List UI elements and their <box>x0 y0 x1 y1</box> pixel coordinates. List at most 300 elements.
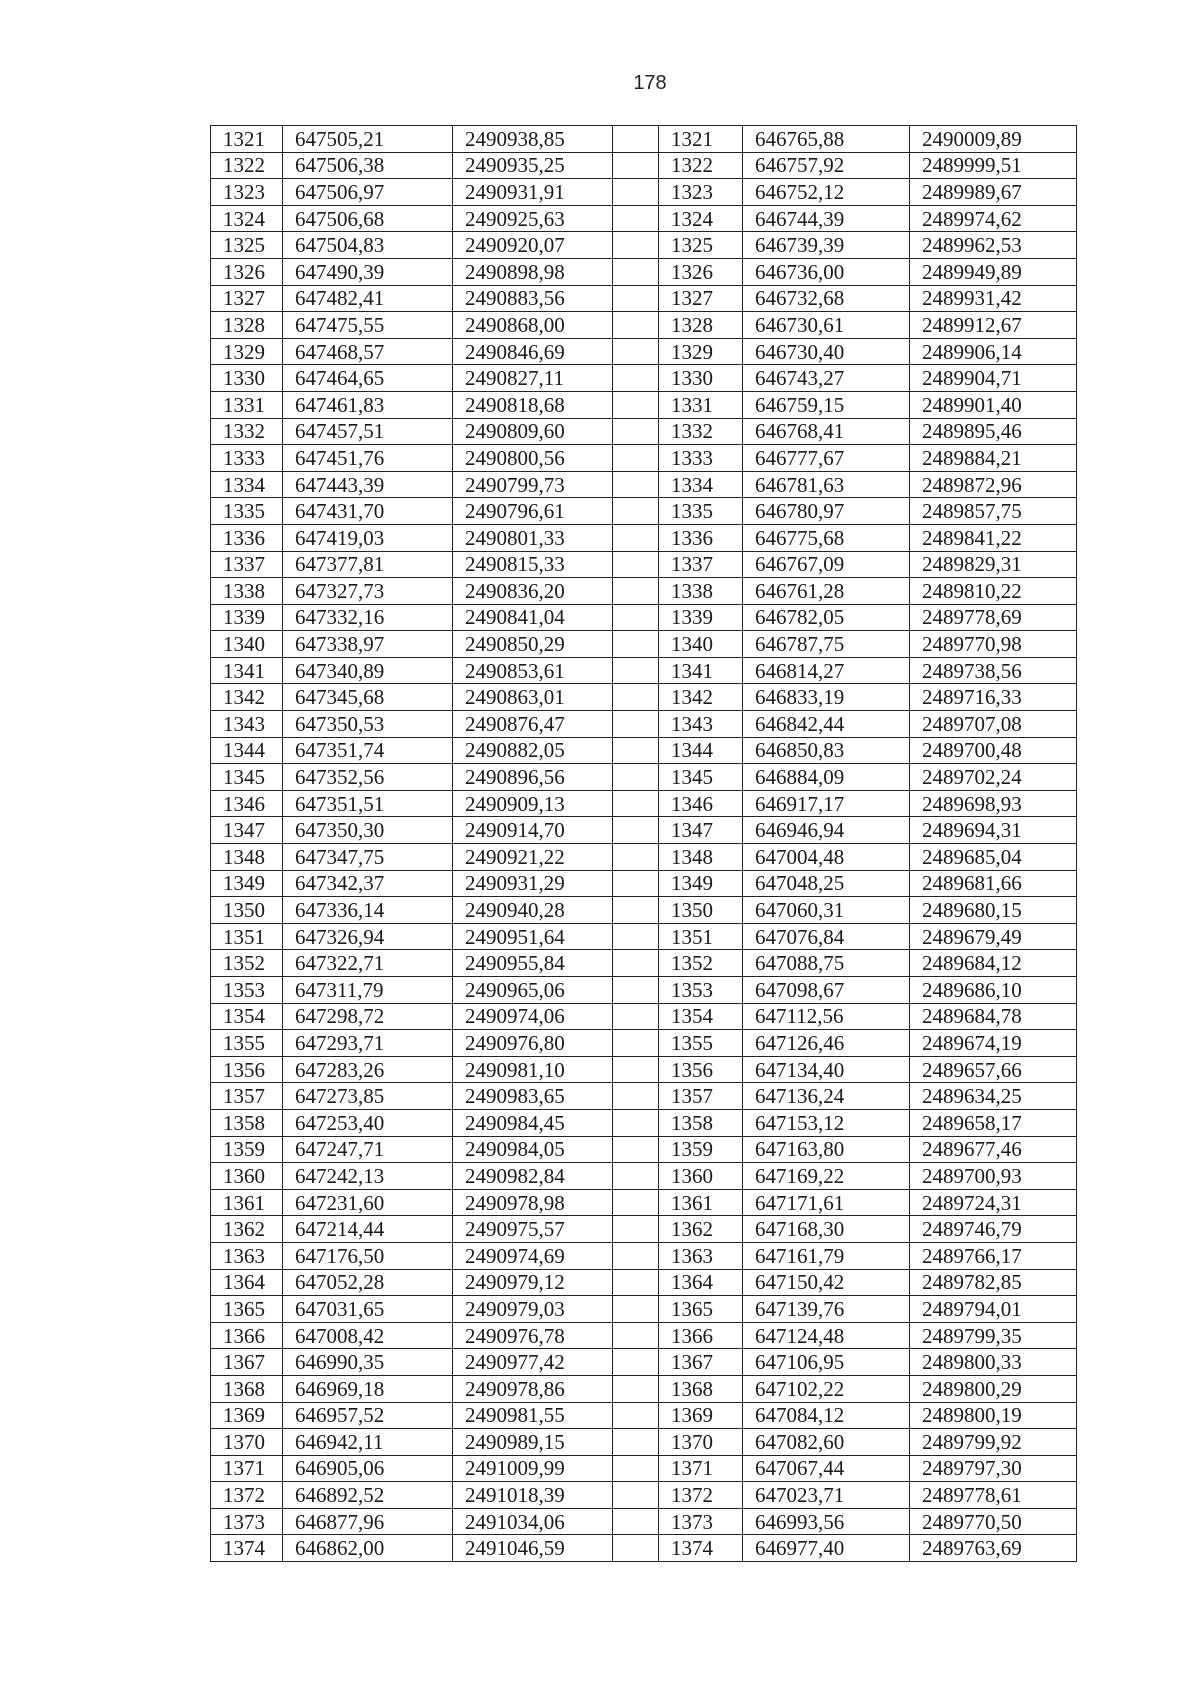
point-number-right: 1360 <box>659 1163 743 1190</box>
table-row <box>211 1030 1077 1057</box>
x-coordinate-right: 647098,67 <box>743 977 910 1004</box>
point-number-right: 1355 <box>659 1030 743 1057</box>
x-coordinate-right: 647163,80 <box>743 1136 910 1163</box>
table-row <box>211 1189 1077 1216</box>
separator-cell <box>613 1109 659 1136</box>
x-coordinate-left: 647457,51 <box>283 418 453 445</box>
table-row <box>211 604 1077 631</box>
point-number-left: 1338 <box>211 578 283 605</box>
x-coordinate-left: 647298,72 <box>283 1003 453 1030</box>
x-coordinate-left: 647176,50 <box>283 1242 453 1269</box>
table-row <box>211 258 1077 285</box>
y-coordinate-left: 2491034,06 <box>453 1508 613 1535</box>
table-row <box>211 1322 1077 1349</box>
point-number-right: 1331 <box>659 391 743 418</box>
y-coordinate-right: 2489974,62 <box>910 205 1077 232</box>
y-coordinate-left: 2490898,98 <box>453 258 613 285</box>
point-number-right: 1337 <box>659 551 743 578</box>
point-number-left: 1329 <box>211 338 283 365</box>
table-row <box>211 498 1077 525</box>
separator-cell <box>613 870 659 897</box>
point-number-left: 1340 <box>211 631 283 658</box>
point-number-right: 1354 <box>659 1003 743 1030</box>
y-coordinate-right: 2489800,29 <box>910 1375 1077 1402</box>
x-coordinate-right: 646777,67 <box>743 445 910 472</box>
y-coordinate-left: 2490977,42 <box>453 1349 613 1376</box>
x-coordinate-left: 647506,38 <box>283 152 453 179</box>
table-row <box>211 764 1077 791</box>
y-coordinate-right: 2489901,40 <box>910 391 1077 418</box>
y-coordinate-left: 2490850,29 <box>453 631 613 658</box>
point-number-left: 1323 <box>211 179 283 206</box>
x-coordinate-left: 647231,60 <box>283 1189 453 1216</box>
point-number-left: 1350 <box>211 897 283 924</box>
point-number-left: 1345 <box>211 764 283 791</box>
x-coordinate-right: 647076,84 <box>743 923 910 950</box>
x-coordinate-right: 647004,48 <box>743 844 910 871</box>
point-number-right: 1344 <box>659 737 743 764</box>
x-coordinate-left: 647342,37 <box>283 870 453 897</box>
y-coordinate-right: 2489698,93 <box>910 790 1077 817</box>
y-coordinate-right: 2489989,67 <box>910 179 1077 206</box>
point-number-right: 1366 <box>659 1322 743 1349</box>
point-number-left: 1335 <box>211 498 283 525</box>
point-number-right: 1362 <box>659 1216 743 1243</box>
y-coordinate-right: 2489707,08 <box>910 711 1077 738</box>
separator-cell <box>613 1429 659 1456</box>
x-coordinate-left: 647052,28 <box>283 1269 453 1296</box>
y-coordinate-right: 2489799,35 <box>910 1322 1077 1349</box>
point-number-left: 1347 <box>211 817 283 844</box>
y-coordinate-left: 2490975,57 <box>453 1216 613 1243</box>
y-coordinate-left: 2490827,11 <box>453 365 613 392</box>
separator-cell <box>613 711 659 738</box>
x-coordinate-left: 647336,14 <box>283 897 453 924</box>
y-coordinate-right: 2489681,66 <box>910 870 1077 897</box>
y-coordinate-right: 2489797,30 <box>910 1455 1077 1482</box>
point-number-left: 1363 <box>211 1242 283 1269</box>
separator-cell <box>613 1508 659 1535</box>
point-number-left: 1364 <box>211 1269 283 1296</box>
point-number-right: 1323 <box>659 179 743 206</box>
y-coordinate-right: 2489763,69 <box>910 1535 1077 1562</box>
y-coordinate-left: 2490882,05 <box>453 737 613 764</box>
x-coordinate-right: 647136,24 <box>743 1083 910 1110</box>
point-number-left: 1358 <box>211 1109 283 1136</box>
point-number-right: 1333 <box>659 445 743 472</box>
y-coordinate-right: 2489895,46 <box>910 418 1077 445</box>
x-coordinate-right: 646993,56 <box>743 1508 910 1535</box>
x-coordinate-right: 646759,15 <box>743 391 910 418</box>
y-coordinate-left: 2490935,25 <box>453 152 613 179</box>
y-coordinate-right: 2489884,21 <box>910 445 1077 472</box>
point-number-right: 1357 <box>659 1083 743 1110</box>
point-number-left: 1324 <box>211 205 283 232</box>
x-coordinate-right: 647106,95 <box>743 1349 910 1376</box>
y-coordinate-left: 2490974,69 <box>453 1242 613 1269</box>
point-number-right: 1370 <box>659 1429 743 1456</box>
point-number-right: 1373 <box>659 1508 743 1535</box>
table-row <box>211 445 1077 472</box>
x-coordinate-right: 647139,76 <box>743 1296 910 1323</box>
y-coordinate-left: 2490981,10 <box>453 1056 613 1083</box>
table-row <box>211 312 1077 339</box>
separator-cell <box>613 498 659 525</box>
y-coordinate-right: 2489716,33 <box>910 684 1077 711</box>
separator-cell <box>613 1455 659 1482</box>
x-coordinate-right: 646744,39 <box>743 205 910 232</box>
separator-cell <box>613 1375 659 1402</box>
y-coordinate-right: 2489684,78 <box>910 1003 1077 1030</box>
separator-cell <box>613 1083 659 1110</box>
x-coordinate-right: 646917,17 <box>743 790 910 817</box>
point-number-left: 1327 <box>211 285 283 312</box>
separator-cell <box>613 1402 659 1429</box>
x-coordinate-right: 646739,39 <box>743 232 910 259</box>
y-coordinate-right: 2490009,89 <box>910 126 1077 153</box>
separator-cell <box>613 764 659 791</box>
x-coordinate-left: 647351,51 <box>283 790 453 817</box>
y-coordinate-right: 2489677,46 <box>910 1136 1077 1163</box>
point-number-left: 1334 <box>211 471 283 498</box>
separator-cell <box>613 179 659 206</box>
point-number-right: 1348 <box>659 844 743 871</box>
point-number-left: 1353 <box>211 977 283 1004</box>
point-number-right: 1365 <box>659 1296 743 1323</box>
y-coordinate-right: 2489679,49 <box>910 923 1077 950</box>
separator-cell <box>613 1003 659 1030</box>
x-coordinate-left: 647482,41 <box>283 285 453 312</box>
separator-cell <box>613 258 659 285</box>
separator-cell <box>613 391 659 418</box>
x-coordinate-left: 647347,75 <box>283 844 453 871</box>
y-coordinate-left: 2490940,28 <box>453 897 613 924</box>
table-row <box>211 126 1077 153</box>
table-row <box>211 817 1077 844</box>
table-row <box>211 870 1077 897</box>
point-number-right: 1335 <box>659 498 743 525</box>
point-number-left: 1339 <box>211 604 283 631</box>
x-coordinate-right: 646757,92 <box>743 152 910 179</box>
x-coordinate-right: 646761,28 <box>743 578 910 605</box>
table-row <box>211 338 1077 365</box>
point-number-right: 1334 <box>659 471 743 498</box>
y-coordinate-right: 2489799,92 <box>910 1429 1077 1456</box>
y-coordinate-left: 2490809,60 <box>453 418 613 445</box>
point-number-right: 1353 <box>659 977 743 1004</box>
separator-cell <box>613 1242 659 1269</box>
x-coordinate-right: 646765,88 <box>743 126 910 153</box>
x-coordinate-left: 647506,68 <box>283 205 453 232</box>
y-coordinate-left: 2490841,04 <box>453 604 613 631</box>
y-coordinate-right: 2489841,22 <box>910 524 1077 551</box>
y-coordinate-right: 2489800,33 <box>910 1349 1077 1376</box>
point-number-right: 1325 <box>659 232 743 259</box>
point-number-left: 1328 <box>211 312 283 339</box>
x-coordinate-right: 646775,68 <box>743 524 910 551</box>
point-number-right: 1342 <box>659 684 743 711</box>
x-coordinate-left: 647431,70 <box>283 498 453 525</box>
y-coordinate-right: 2489658,17 <box>910 1109 1077 1136</box>
table-row <box>211 1163 1077 1190</box>
point-number-right: 1359 <box>659 1136 743 1163</box>
table-row <box>211 179 1077 206</box>
separator-cell <box>613 631 659 658</box>
y-coordinate-right: 2489680,15 <box>910 897 1077 924</box>
y-coordinate-left: 2490931,91 <box>453 179 613 206</box>
separator-cell <box>613 1269 659 1296</box>
y-coordinate-right: 2489999,51 <box>910 152 1077 179</box>
point-number-right: 1343 <box>659 711 743 738</box>
x-coordinate-right: 647082,60 <box>743 1429 910 1456</box>
table-row <box>211 684 1077 711</box>
y-coordinate-right: 2489724,31 <box>910 1189 1077 1216</box>
y-coordinate-right: 2489657,66 <box>910 1056 1077 1083</box>
y-coordinate-left: 2490978,98 <box>453 1189 613 1216</box>
separator-cell <box>613 205 659 232</box>
x-coordinate-right: 646787,75 <box>743 631 910 658</box>
x-coordinate-right: 646781,63 <box>743 471 910 498</box>
point-number-left: 1361 <box>211 1189 283 1216</box>
separator-cell <box>613 897 659 924</box>
x-coordinate-left: 647311,79 <box>283 977 453 1004</box>
y-coordinate-left: 2490921,22 <box>453 844 613 871</box>
x-coordinate-right: 647023,71 <box>743 1482 910 1509</box>
point-number-left: 1374 <box>211 1535 283 1562</box>
point-number-right: 1328 <box>659 312 743 339</box>
y-coordinate-right: 2489700,93 <box>910 1163 1077 1190</box>
table-row <box>211 232 1077 259</box>
x-coordinate-right: 646730,40 <box>743 338 910 365</box>
table-row <box>211 418 1077 445</box>
point-number-left: 1336 <box>211 524 283 551</box>
y-coordinate-right: 2489962,53 <box>910 232 1077 259</box>
table-row <box>211 524 1077 551</box>
x-coordinate-left: 647350,53 <box>283 711 453 738</box>
y-coordinate-right: 2489949,89 <box>910 258 1077 285</box>
y-coordinate-right: 2489694,31 <box>910 817 1077 844</box>
x-coordinate-left: 647031,65 <box>283 1296 453 1323</box>
point-number-left: 1356 <box>211 1056 283 1083</box>
y-coordinate-right: 2489770,50 <box>910 1508 1077 1535</box>
y-coordinate-left: 2490868,00 <box>453 312 613 339</box>
table-row <box>211 578 1077 605</box>
y-coordinate-right: 2489810,22 <box>910 578 1077 605</box>
separator-cell <box>613 232 659 259</box>
point-number-left: 1372 <box>211 1482 283 1509</box>
point-number-left: 1342 <box>211 684 283 711</box>
y-coordinate-left: 2490955,84 <box>453 950 613 977</box>
y-coordinate-left: 2490920,07 <box>453 232 613 259</box>
table-row <box>211 1482 1077 1509</box>
x-coordinate-right: 647126,46 <box>743 1030 910 1057</box>
x-coordinate-right: 647112,56 <box>743 1003 910 1030</box>
y-coordinate-left: 2490876,47 <box>453 711 613 738</box>
table-row <box>211 1003 1077 1030</box>
table-row <box>211 1109 1077 1136</box>
point-number-right: 1321 <box>659 126 743 153</box>
separator-cell <box>613 126 659 153</box>
x-coordinate-right: 647168,30 <box>743 1216 910 1243</box>
y-coordinate-left: 2490931,29 <box>453 870 613 897</box>
table-row <box>211 1349 1077 1376</box>
x-coordinate-left: 647505,21 <box>283 126 453 153</box>
y-coordinate-left: 2490976,80 <box>453 1030 613 1057</box>
table-row <box>211 977 1077 1004</box>
table-row <box>211 790 1077 817</box>
point-number-right: 1352 <box>659 950 743 977</box>
point-number-right: 1349 <box>659 870 743 897</box>
x-coordinate-left: 646990,35 <box>283 1349 453 1376</box>
table-row <box>211 1429 1077 1456</box>
coordinates-table <box>210 125 1077 1562</box>
table-row <box>211 1269 1077 1296</box>
point-number-left: 1367 <box>211 1349 283 1376</box>
y-coordinate-left: 2490796,61 <box>453 498 613 525</box>
x-coordinate-left: 646905,06 <box>283 1455 453 1482</box>
point-number-right: 1330 <box>659 365 743 392</box>
y-coordinate-left: 2490925,63 <box>453 205 613 232</box>
x-coordinate-left: 647464,65 <box>283 365 453 392</box>
point-number-left: 1322 <box>211 152 283 179</box>
separator-cell <box>613 152 659 179</box>
x-coordinate-right: 647153,12 <box>743 1109 910 1136</box>
table-row <box>211 285 1077 312</box>
x-coordinate-left: 646942,11 <box>283 1429 453 1456</box>
point-number-right: 1329 <box>659 338 743 365</box>
point-number-left: 1325 <box>211 232 283 259</box>
x-coordinate-left: 647352,56 <box>283 764 453 791</box>
x-coordinate-right: 646732,68 <box>743 285 910 312</box>
x-coordinate-left: 647273,85 <box>283 1083 453 1110</box>
point-number-right: 1338 <box>659 578 743 605</box>
separator-cell <box>613 551 659 578</box>
y-coordinate-right: 2489778,69 <box>910 604 1077 631</box>
x-coordinate-left: 646862,00 <box>283 1535 453 1562</box>
point-number-right: 1364 <box>659 1269 743 1296</box>
x-coordinate-right: 646850,83 <box>743 737 910 764</box>
point-number-left: 1343 <box>211 711 283 738</box>
point-number-left: 1331 <box>211 391 283 418</box>
x-coordinate-right: 646782,05 <box>743 604 910 631</box>
x-coordinate-right: 647124,48 <box>743 1322 910 1349</box>
table-row <box>211 923 1077 950</box>
separator-cell <box>613 1349 659 1376</box>
table-row <box>211 1375 1077 1402</box>
separator-cell <box>613 312 659 339</box>
point-number-left: 1366 <box>211 1322 283 1349</box>
point-number-right: 1347 <box>659 817 743 844</box>
point-number-left: 1321 <box>211 126 283 153</box>
separator-cell <box>613 338 659 365</box>
point-number-left: 1371 <box>211 1455 283 1482</box>
y-coordinate-left: 2490978,86 <box>453 1375 613 1402</box>
y-coordinate-left: 2490984,45 <box>453 1109 613 1136</box>
point-number-right: 1368 <box>659 1375 743 1402</box>
point-number-right: 1374 <box>659 1535 743 1562</box>
x-coordinate-right: 647171,61 <box>743 1189 910 1216</box>
point-number-right: 1369 <box>659 1402 743 1429</box>
separator-cell <box>613 817 659 844</box>
separator-cell <box>613 285 659 312</box>
y-coordinate-left: 2490846,69 <box>453 338 613 365</box>
point-number-right: 1346 <box>659 790 743 817</box>
x-coordinate-right: 647169,22 <box>743 1163 910 1190</box>
x-coordinate-right: 647088,75 <box>743 950 910 977</box>
point-number-left: 1326 <box>211 258 283 285</box>
x-coordinate-left: 647326,94 <box>283 923 453 950</box>
separator-cell <box>613 923 659 950</box>
x-coordinate-right: 646842,44 <box>743 711 910 738</box>
y-coordinate-left: 2490965,06 <box>453 977 613 1004</box>
table-row <box>211 1083 1077 1110</box>
y-coordinate-right: 2489702,24 <box>910 764 1077 791</box>
x-coordinate-right: 646977,40 <box>743 1535 910 1562</box>
x-coordinate-left: 647351,74 <box>283 737 453 764</box>
x-coordinate-left: 647419,03 <box>283 524 453 551</box>
point-number-right: 1336 <box>659 524 743 551</box>
y-coordinate-right: 2489912,67 <box>910 312 1077 339</box>
x-coordinate-left: 647475,55 <box>283 312 453 339</box>
point-number-right: 1367 <box>659 1349 743 1376</box>
x-coordinate-left: 647253,40 <box>283 1109 453 1136</box>
table-row <box>211 1296 1077 1323</box>
separator-cell <box>613 1030 659 1057</box>
y-coordinate-right: 2489770,98 <box>910 631 1077 658</box>
separator-cell <box>613 418 659 445</box>
separator-cell <box>613 1189 659 1216</box>
y-coordinate-left: 2490801,33 <box>453 524 613 551</box>
separator-cell <box>613 1535 659 1562</box>
point-number-right: 1339 <box>659 604 743 631</box>
point-number-left: 1370 <box>211 1429 283 1456</box>
x-coordinate-right: 646730,61 <box>743 312 910 339</box>
point-number-left: 1354 <box>211 1003 283 1030</box>
point-number-left: 1373 <box>211 1508 283 1535</box>
point-number-left: 1351 <box>211 923 283 950</box>
y-coordinate-left: 2490799,73 <box>453 471 613 498</box>
x-coordinate-left: 647332,16 <box>283 604 453 631</box>
x-coordinate-right: 646743,27 <box>743 365 910 392</box>
point-number-left: 1346 <box>211 790 283 817</box>
y-coordinate-left: 2490818,68 <box>453 391 613 418</box>
point-number-left: 1355 <box>211 1030 283 1057</box>
x-coordinate-left: 647377,81 <box>283 551 453 578</box>
table-row <box>211 1216 1077 1243</box>
x-coordinate-left: 646892,52 <box>283 1482 453 1509</box>
y-coordinate-left: 2490938,85 <box>453 126 613 153</box>
point-number-right: 1322 <box>659 152 743 179</box>
table-row <box>211 205 1077 232</box>
y-coordinate-left: 2490976,78 <box>453 1322 613 1349</box>
table-row <box>211 1242 1077 1269</box>
table-row <box>211 657 1077 684</box>
point-number-right: 1372 <box>659 1482 743 1509</box>
separator-cell <box>613 1056 659 1083</box>
separator-cell <box>613 844 659 871</box>
point-number-left: 1349 <box>211 870 283 897</box>
y-coordinate-right: 2489904,71 <box>910 365 1077 392</box>
point-number-right: 1356 <box>659 1056 743 1083</box>
separator-cell <box>613 1216 659 1243</box>
y-coordinate-left: 2490800,56 <box>453 445 613 472</box>
point-number-right: 1327 <box>659 285 743 312</box>
point-number-right: 1326 <box>659 258 743 285</box>
separator-cell <box>613 657 659 684</box>
y-coordinate-right: 2489700,48 <box>910 737 1077 764</box>
x-coordinate-right: 647060,31 <box>743 897 910 924</box>
y-coordinate-right: 2489746,79 <box>910 1216 1077 1243</box>
